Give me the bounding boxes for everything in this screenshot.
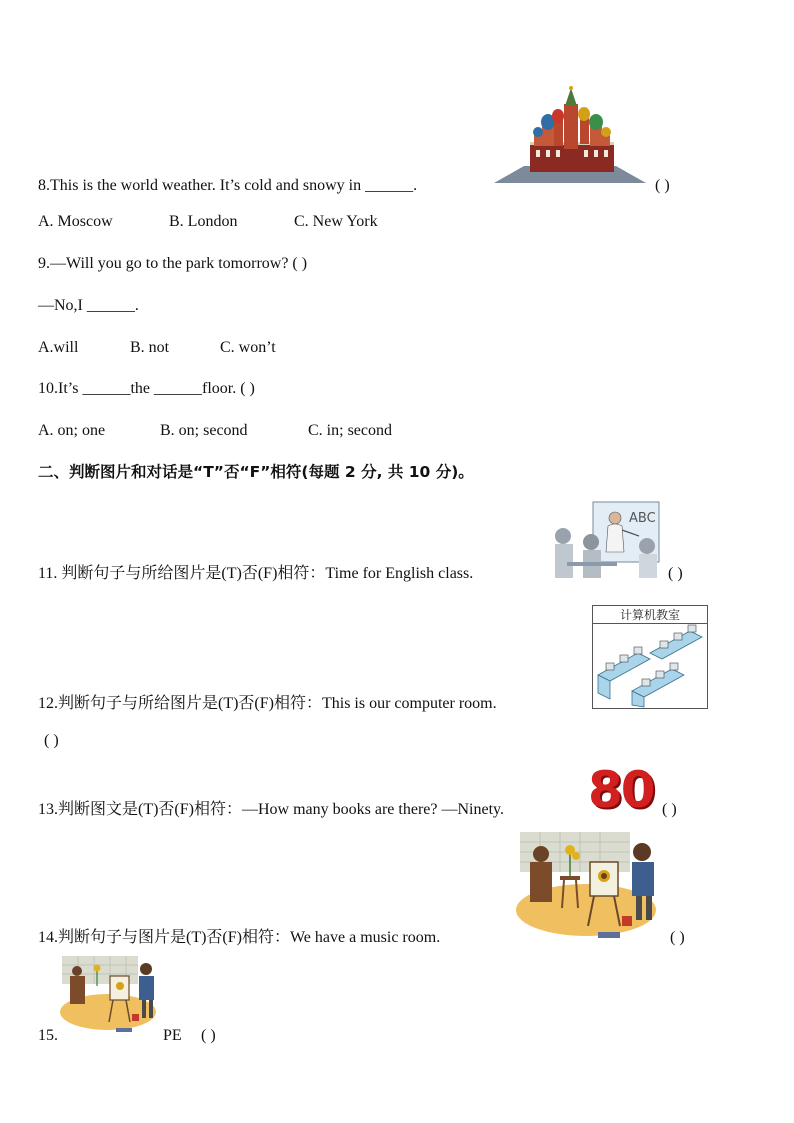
room-sign-text: 计算机教室 — [619, 608, 681, 622]
section-2-title: 二、判断图片和对话是“T”否“F”相符(每题 2 分, 共 10 分)。 — [38, 463, 474, 481]
answer-blank-8[interactable]: ( ) — [655, 177, 670, 194]
question-15-text: PE — [163, 1027, 182, 1044]
answer-blank-12[interactable]: ( ) — [44, 732, 59, 749]
board-text: ABC — [629, 511, 656, 526]
option-b[interactable]: B. London — [169, 213, 238, 230]
answer-blank-15[interactable]: ( ) — [201, 1027, 216, 1044]
answer-blank-11[interactable]: ( ) — [668, 565, 683, 582]
option-c[interactable]: C. won’t — [220, 339, 276, 356]
option-a[interactable]: A.will — [38, 339, 79, 356]
question-9-reply: —No,I ______. — [38, 297, 139, 314]
moscow-cathedral-picture — [494, 84, 646, 184]
option-a[interactable]: A. on; one — [38, 422, 106, 439]
option-c[interactable]: C. in; second — [308, 422, 392, 439]
option-b[interactable]: B. on; second — [160, 422, 248, 439]
art-room-picture-small — [60, 956, 160, 1036]
question-8-text: 8.This is the world weather. It’s cold and snowy in ______. — [38, 177, 418, 194]
option-b[interactable]: B. not — [130, 339, 170, 356]
question-13-text: 13.判断图文是(T)否(F)相符：—How many books are there? —Ninety. — [38, 801, 504, 818]
option-a[interactable]: A. Moscow — [38, 213, 113, 230]
number-80-picture — [588, 762, 658, 818]
answer-blank-13[interactable]: ( ) — [662, 801, 677, 818]
english-class-picture — [553, 500, 661, 578]
question-11-text: 11. 判断句子与所给图片是(T)否(F)相符：Time for English class. — [38, 565, 474, 582]
question-10-text: 10.It’s ______the ______floor. ( ) — [38, 380, 255, 397]
question-9-text: 9.—Will you go to the park tomorrow? ( ) — [38, 255, 308, 272]
question-14-text: 14.判断句子与图片是(T)否(F)相符：We have a music room. — [38, 929, 441, 946]
art-room-picture — [516, 832, 661, 944]
question-15-number: 15. — [38, 1027, 58, 1044]
option-c[interactable]: C. New York — [294, 213, 378, 230]
computer-room-picture — [592, 605, 708, 709]
question-12-text: 12.判断句子与所给图片是(T)否(F)相符：This is our computer room. — [38, 695, 497, 712]
answer-blank-14[interactable]: ( ) — [670, 929, 685, 946]
number-80-text: 80 — [588, 761, 654, 819]
